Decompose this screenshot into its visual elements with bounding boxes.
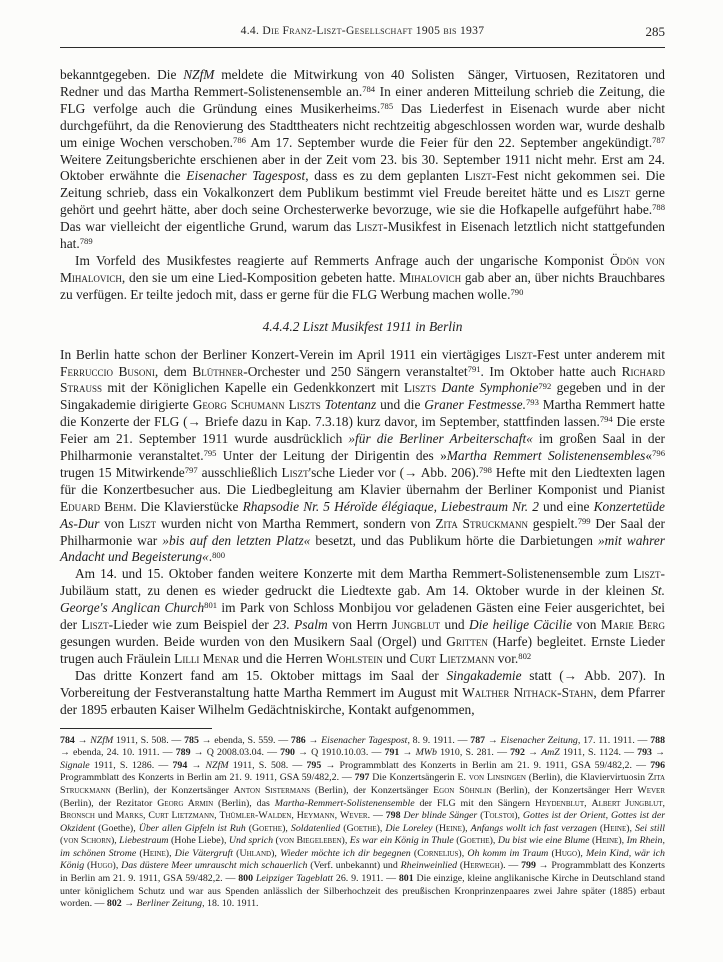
paragraph-3: In Berlin hatte schon der Berliner Konzert-Verein im April 1911 ein viertägiges Liszt-Fest unter anderem mit Ferruccio Busoni, dem Blüthner-Orchester und 250 Sängern veranstaltet$^{791}$. Im Oktober hatte auch Richard Strauss mit der Königlichen Kapelle ein Gedenkkonzert mit Liszts Dante Symphonie$^{792}$ gegeben und in der Singakademie dirigierte Georg Schumann Liszts Totentanz und die Graner Festmesse.$^{793}$ Martha Remmert hatte die Konzerte der FLG (→ Briefe dazu in Kap. 7.3.18) kurz davor, im September, stattfinden lassen.$^{794}$ Die erste Feier am 21. September 1911 wurde ausdrücklich »für die Berliner Arbeiterschaft« im großen Saal in der Philharmonie veranstaltet.$^{795}$ Unter der Leitung der Dirigentin des »Martha Remmert Solistenensembles«$^{796}$ trugen 15 Mitwirkende$^{797}$ ausschließlich Liszt'sche Lieder vor (→ Abb. 206).$^{798}$ Hefte mit den Liedtexten lagen für die Konzertbesucher aus. Die Liedbegleitung am Klavier übernahm der Berliner Komponist und Pianist Eduard Behm. Die Klavierstücke Rhapsodie Nr. 5 Héroïde élégiaque, Liebestraum Nr. 2 und eine Konzertetüde As-Dur von Liszt wurden nicht von Martha Remmert, sondern von Zita Struckmann gespielt.$^{799}$ Der Saal der Philharmonie war »bis auf den letzten Platz« besetzt, und das Publikum hörte die Darbietungen »mit wahrer Andacht und Begeisterung«.$^{800}$: [60, 346, 666, 565]
footnotes-section: [60, 728, 665, 911]
header-rule: [60, 47, 665, 48]
paragraph-1: bekanntgegeben. Die NZfM meldete die Mitwirkung von 40 Solisten Sänger, Virtuosen, Rezitatoren und Redner und das Martha Remmert-Solistenensemble an.$^{784}$ In einer anderen Mitteilung schrieb die Zeitung, die FLG verfolge auch die Gründung eines Musikerheims.$^{785}$ Das Liederfest in Eisenach wurde aber nicht durchgeführt, da die Renovierung des Stadttheaters nicht rechtzeitig abgeschlossen worden war, wurde deshalb um einige Wochen verschoben.$^{786}$ Am 17. September wurde die Feier für den 22. September angekündigt.$^{787}$ Weitere Zeitungsberichte erschienen aber in der Zeit vom 23. bis 30. September 1911 nicht mehr. Erst am 24. Oktober erwähnte die Eisenacher Tagespost, dass es zu dem geplanten Liszt-Fest nicht gekommen sei. Die Zeitung schrieb, dass ein Vokalkonzert dem Publikum bestimmt viel Freude bereitet hätte und es Liszt gerne gehört und geehrt hätte, aber doch seine Orchesterwerke bevorzuge, wie sie die Hofkapelle aufgeführt habe.$^{788}$ Das war vielleicht der eigentliche Grund, warum das Liszt-Musikfest in Eisenach letztlich nicht stattgefunden hat.$^{789}$: [60, 67, 665, 252]
page-body: [60, 67, 665, 719]
paragraph-5: Das dritte Konzert fand am 15. Oktober mittags im Saal der Singakademie statt (→ Abb. 207). In Vorbereitung der Festveranstaltung hatte Martha Remmert im August mit Walther Nithack-Stahn, dem Pfarrer der 1895 erbauten Kaiser Wilhelm Gedächtniskirche, Kontakt aufgenommen,: [60, 667, 665, 717]
footnote-separator: [60, 728, 212, 729]
section-heading: 4.4.4.2 Liszt Musikfest 1911 in Berlin: [262, 318, 463, 334]
page-number: 285: [645, 24, 665, 39]
paragraph-4: Am 14. und 15. Oktober fanden weitere Konzerte mit dem Martha Remmert-Solistenensemble zum Liszt-Jubiläum statt, zu denen es wieder gedruckt die Liedtexte gab. Am 14. Oktober wurde in der kleinen St. George's Anglican Church$^{801}$ im Park von Schloss Monbijou vor geladenen Gästen eine Feier ausgerichtet, bei der Liszt-Lieder wie zum Beispiel der 23. Psalm von Herrn Jungblut und Die heilige Cäcilie von Marie Berg gesungen wurden. Beide wurden von den Musikern Saal (Orgel) und Gritten (Harfe) begleitet. Ernste Lieder trugen auch Fräulein Lilli Menar und die Herren Wohlstein und Curt Lietzmann vor.$^{802}$: [60, 566, 666, 666]
footnote-text: 784 → NZfM 1911, S. 508. — 785 → ebenda, S. 559. — 786 → Eisenacher Tagespost, 8. 9. 1911. — 787 → Eisenacher Zeitung, 17. 11. 1911. — 788 → ebenda, 24. 10. 1911. — 789 → Q 2008.03.04. — 790 → Q 1910.10.03. — 791 → MWb 1910, S. 281. — 792 → AmZ 1911, S. 1124. — 793 → Signale 1911, S. 1286. — 794 → NZfM 1911, S. 508. — 795 → Programmblatt des Konzerts in Berlin am 21. 9. 1911, GSA 59/482,2. — 796 Programmblatt des Konzerts in Berlin am 21. 9. 1911, GSA 59/482,2. — 797 Die Konzertsängerin E. von Linsingen (Berlin), die Klaviervirtuosin Zita Struckmann (Berlin), der Konzertsänger Anton Sistermans (Berlin), der Konzertsänger Egon Söhnlin (Berlin), der Konzertsänger Herr Wever (Berlin), der Rezitator Georg Armin (Berlin), das Martha-Remmert-Solistenensemble der FLG mit den Sängern Heydenblut, Albert Jungblut, Bronsch und Marks, Curt Lietzmann, Thümler-Walden, Heymann, Wever. — 798 Der blinde Sänger (Tolstoi), Gottes ist der Orient, Gottes ist der Okzident (Goethe), Über allen Gipfeln ist Ruh (Goethe), Soldatenlied (Goethe), Die Loreley (Heine), Anfangs wollt ich fast verzagen (Heine), Sei still (von Schorn), Liebestraum (Hohe Liebe), Und sprich (von Biegeleben), Es war ein König in Thule (Goethe), Du bist wie eine Blume (Heine), Im Rhein, im schönen Strome (Heine), Die Vätergruft (Uhland), Wieder möchte ich dir begegnen (Cornelius), Oh komm im Traum (Hugo), Mein Kind, wär ich König (Hugo), Das düstere Meer umrauscht mich schauerlich (Verf. unbekannt) und Rheinweinlied (Herwegh). — 799 → Programmblatt des Konzerts in Berlin am 21. 9. 1911, GSA 59/482,2. — 800 Leipziger Tageblatt 26. 9. 1911. — 801 Die einzige, kleine anglikanische Kirche in Deutschland stand unter königlichem Schutz und war aus Spenden anlässlich der Silberhochzeit des preußischen Kronprinzenpaares zwei Jahre später (1885) erbaut worden. — 802 → Berliner Zeitung, 18. 10. 1911.: [60, 734, 666, 910]
paragraph-2: Im Vorfeld des Musikfestes reagierte auf Remmerts Anfrage auch der ungarische Komponist Ödön von Mihalovich, den sie um eine Lied-Komposition gebeten hatte. Mihalovich gab aber an, über nichts Brauchbares zu verfügen. Er teilte jedoch mit, dass er gerne für die FLG Werbung machen wolle.$^{790}$: [60, 252, 666, 302]
running-head: 4.4. Die Franz-Liszt-Gesellschaft 1905 bis 1937: [240, 24, 485, 37]
page-header: [60, 24, 665, 42]
